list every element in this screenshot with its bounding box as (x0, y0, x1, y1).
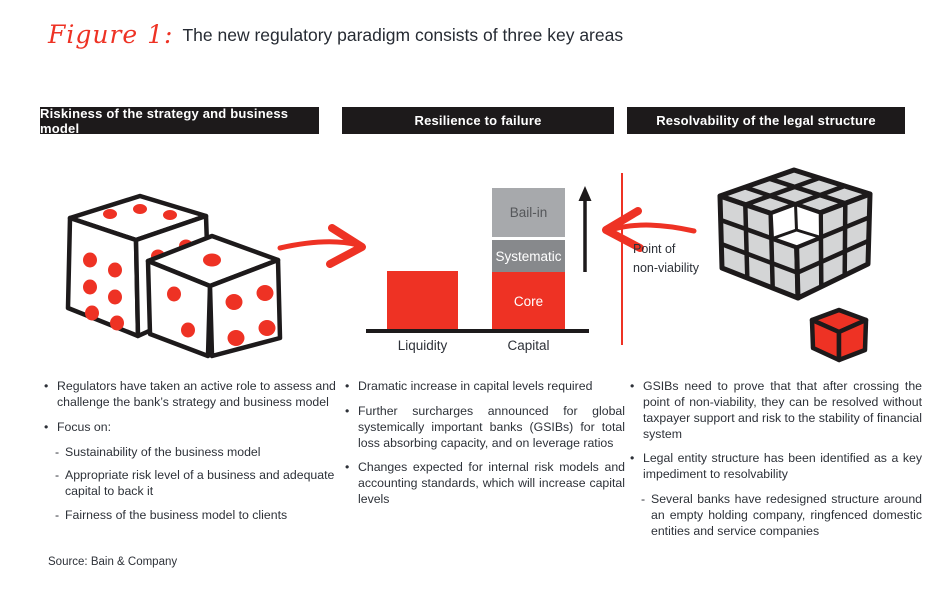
category-label-liquidity: Liquidity (397, 338, 448, 353)
bar-liquidity (387, 271, 458, 331)
list-item: • GSIBs need to prove that that after crossing the point of non-viability, they can be resolved without taxpayer support and risk to the stability of financial system (630, 379, 922, 442)
rubik-cube-illustration (708, 164, 880, 316)
list-item: - Several banks have redesigned structure around an empty holding company, ringfenced domestic entities and service companies (630, 492, 922, 540)
list-item: • Dramatic increase in capital levels required (345, 379, 625, 395)
bar-segment-label: Core (513, 294, 544, 309)
bar-segment-bailin (492, 188, 565, 237)
column-header-resolvability: Resolvability of the legal structure (627, 107, 905, 134)
list-item: • Regulators have taken an active role to assess and challenge the bank’s strategy and business model (44, 379, 342, 411)
point-of-non-viability-line (621, 173, 623, 345)
list-item: • Legal entity structure has been identified as a key impediment to resolvability (630, 451, 922, 483)
column-header-riskiness: Riskiness of the strategy and business model (40, 107, 319, 134)
bar-segment-label: Bail-in (509, 205, 548, 220)
chart-x-axis (366, 329, 589, 333)
missing-cubie-hole (771, 204, 821, 247)
red-cubie-illustration (806, 306, 872, 364)
category-label-capital: Capital (507, 338, 550, 353)
column-header-resilience: Resilience to failure (342, 107, 614, 134)
list-item: • Changes expected for internal risk models and accounting standards, which will increase capital levels (345, 460, 625, 508)
list-item: - Sustainability of the business model (44, 445, 342, 461)
list-item: • Further surcharges announced for global systemically important banks (GSIBs) for total loss absorbing capacity, and on leverage ratios (345, 404, 625, 452)
bar-segment-label: Systematic (495, 248, 562, 264)
figure-title (48, 20, 623, 49)
point-of-non-viability-label: Point of non-viability (633, 242, 700, 276)
bar-segment-systematic (492, 240, 565, 272)
list-item: - Appropriate risk level of a business and adequate capital to back it (44, 468, 342, 500)
bullet-list-resilience (345, 379, 625, 508)
bullet-list-resolvability (630, 379, 922, 540)
figure-number-label: Figure 1: (48, 20, 174, 49)
list-item: • Focus on: (44, 420, 342, 436)
source-note: Source: Bain & Company (48, 556, 178, 568)
dice-illustration (52, 186, 302, 368)
bar-segment-core (492, 272, 565, 331)
figure-title-text: The new regulatory paradigm consists of three key areas (182, 25, 624, 45)
bullet-list-riskiness (44, 379, 342, 524)
red-arrow-right-icon (276, 222, 376, 268)
list-item: - Fairness of the business model to clients (44, 508, 342, 524)
